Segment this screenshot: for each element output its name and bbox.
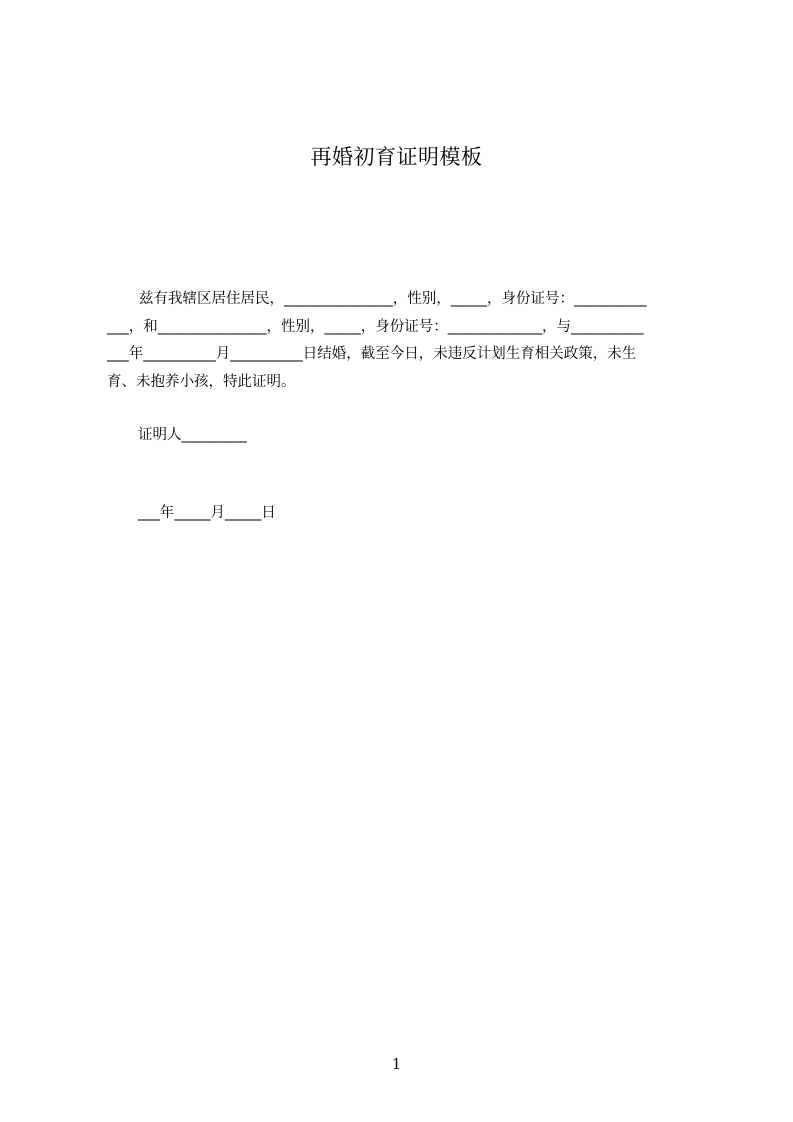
body-line-3: ___年__________月__________日结婚，截至今日，未违反计划生育相关政策，未生 [107, 346, 637, 362]
body-line-1: 兹有我辖区居住居民，_______________，性别，_____，身份证号：__________ [139, 291, 647, 307]
document-title: 再婚初育证明模板 [310, 145, 483, 169]
body-line-4: 育、未抱养小孩，特此证明。 [107, 374, 296, 390]
body-line-2: ___，和_______________，性别，_____，身份证号：_____________，与__________ [107, 319, 644, 335]
signer-line: 证明人_________ [138, 427, 247, 443]
date-line: ___年_____月_____日 [138, 505, 276, 521]
page-number: 1 [391, 1055, 402, 1073]
